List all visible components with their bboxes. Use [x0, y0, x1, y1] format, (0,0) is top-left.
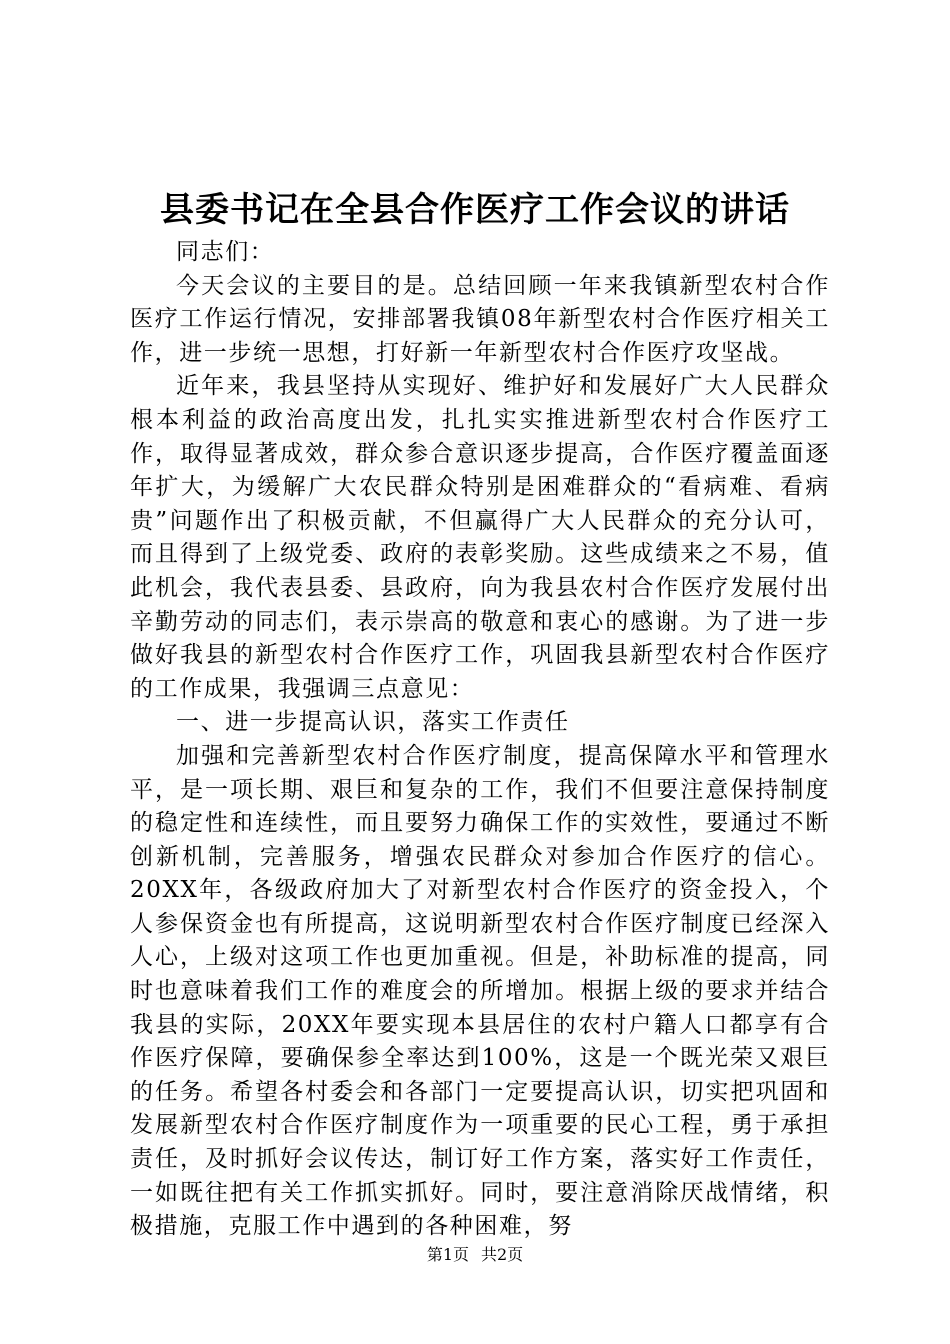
salutation: 同志们： [176, 239, 275, 265]
document-title: 县委书记在全县合作医疗工作会议的讲话 [160, 190, 790, 230]
page-total: 共2页 [481, 1245, 524, 1264]
page-number: 第1页 [426, 1245, 469, 1264]
paragraph-purpose: 今天会议的主要目的是。总结回顾一年来我镇新型农村合作医疗工作运行情况，安排部署我镇08年新型农村合作医疗相关工作，进一步统一思想，打好新一年新型农村合作医疗攻坚战。 [130, 272, 830, 366]
document-body [130, 236, 830, 1244]
section-heading-1: 一、进一步提高认识，落实工作责任 [176, 709, 570, 736]
page-footer [0, 1244, 950, 1266]
paragraph-achievements: 近年来，我县坚持从实现好、维护好和发展好广大人民群众根本利益的政治高度出发，扎扎实实推进新型农村合作医疗工作，取得显著成效，群众参合意识逐步提高，合作医疗覆盖面逐年扩大，为缓解广大农民群众特别是困难群众的“看病难、看病贵”问题作出了积极贡献，不但赢得广大人民群众的充分认可，而且得到了上级党委、政府的表彰奖励。这些成绩来之不易，值此机会，我代表县委、县政府，向为我县农村合作医疗发展付出辛勤劳动的同志们，表示崇高的敬意和衷心的感谢。为了进一步做好我县的新型农村合作医疗工作，巩固我县新型农村合作医疗的工作成果，我强调三点意见： [130, 373, 830, 702]
paragraph-section-1: 加强和完善新型农村合作医疗制度，提高保障水平和管理水平，是一项长期、艰巨和复杂的工作，我们不但要注意保持制度的稳定性和连续性，而且要努力确保工作的实效性，要通过不断创新机制，完善服务，增强农民群众对参加合作医疗的信心。20XX年，各级政府加大了对新型农村合作医疗的资金投入，个人参保资金也有所提高，这说明新型农村合作医疗制度已经深入人心，上级对这项工作也更加重视。但是，补助标准的提高，同时也意味着我们工作的难度会的所增加。根据上级的要求并结合我县的实际，20XX年要实现本县居住的农村户籍人口都享有合作医疗保障，要确保参全率达到100%，这是一个既光荣又艰巨的任务。希望各村委会和各部门一定要提高认识，切实把巩固和发展新型农村合作医疗制度作为一项重要的民心工程，勇于承担责任，及时抓好会议传达，制订好工作方案，落实好工作责任，一如既往把有关工作抓实抓好。同时，要注意消除厌战情绪，积极措施，克服工作中遇到的各种困难，努 [130, 742, 830, 1240]
